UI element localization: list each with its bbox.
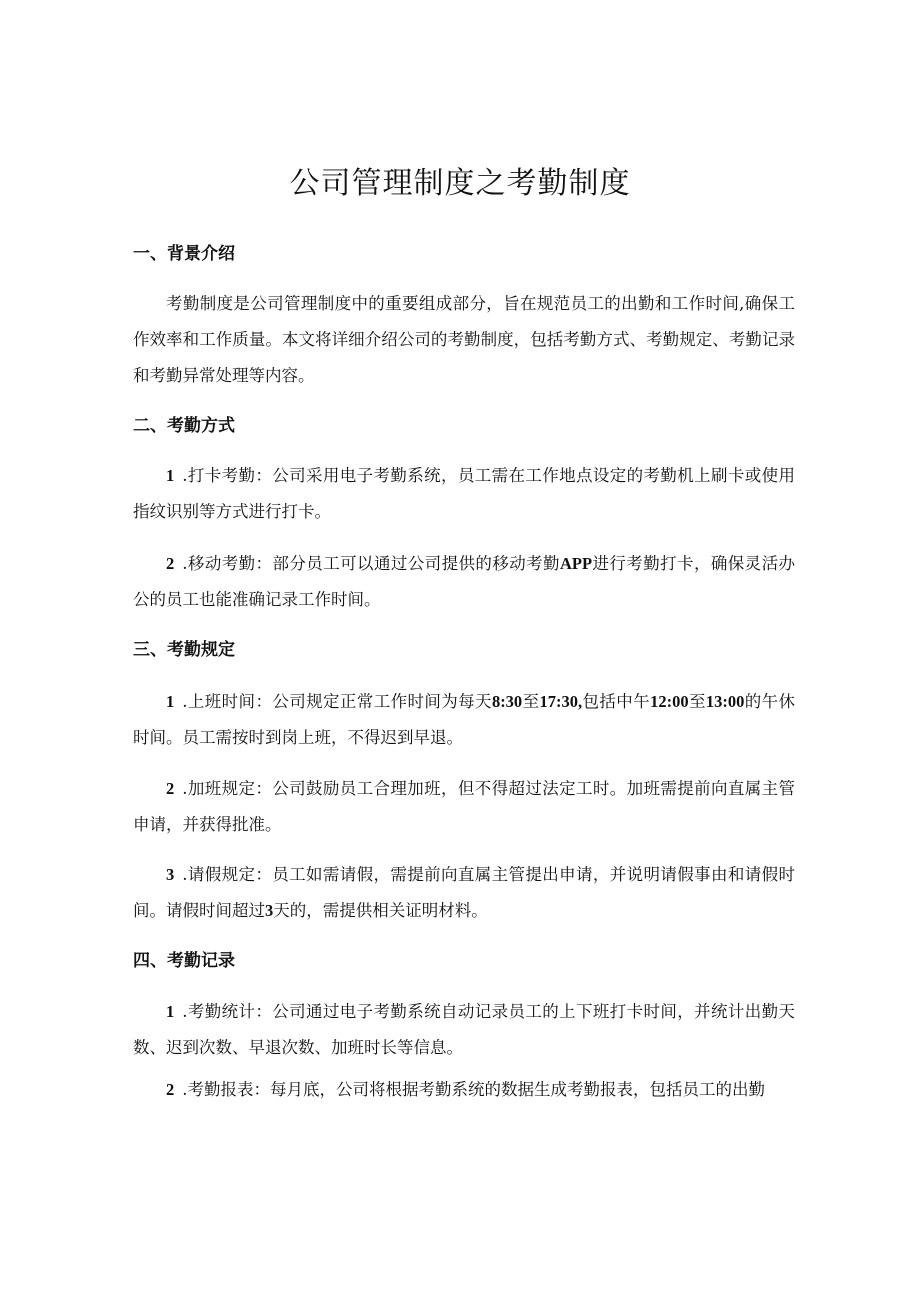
list-item (133, 857, 795, 929)
item-number: 2 (166, 779, 175, 798)
item-text: 天的，需提供相关证明材料。 (273, 901, 488, 920)
list-item (133, 546, 795, 618)
section-heading-attendance-records: 四、考勤记录 (133, 951, 235, 971)
day-count-value: 3 (265, 901, 274, 920)
item-text: .考勤报表：每月底，公司将根据考勤系统的数据生成考勤报表，包括员工的出勤 (182, 1080, 765, 1099)
time-value: 13:00 (705, 692, 745, 711)
section-heading-attendance-rules: 三、考勤规定 (133, 640, 235, 660)
background-paragraph: 考勤制度是公司管理制度中的重要组成部分，旨在规范员工的出勤和工作时间,确保工作效率和工作质量。本文将详细介绍公司的考勤制度，包括考勤方式、考勤规定、考勤记录和考勤异常处理等内容。 (133, 294, 795, 385)
item-text: .加班规定：公司鼓励员工合理加班，但不得超过法定工时。加班需提前向直属主管申请，并获得批准。 (133, 779, 795, 834)
item-number: 2 (166, 1080, 175, 1099)
list-item (133, 458, 795, 530)
item-number: 1 (166, 692, 175, 711)
list-item (133, 771, 795, 843)
item-text: 至 (688, 692, 706, 711)
item-text: 进行考勤打卡，确保灵活办公的员工也能准确记录工作时间。 (133, 554, 796, 609)
document-title: 公司管理制度之考勤制度 (289, 166, 631, 201)
item-text: 的午休时间。员工需按时到岗上班，不得迟到早退。 (133, 692, 796, 747)
time-value: 8:30 (491, 692, 523, 711)
item-text: 包括中午 (582, 692, 651, 711)
section-heading-background: 一、背景介绍 (133, 244, 235, 264)
item-text: .考勤统计：公司通过电子考勤系统自动记录员工的上下班打卡时间，并统计出勤天数、迟到次数、早退次数、加班时长等信息。 (133, 1002, 795, 1057)
list-item (133, 684, 795, 756)
item-number: 3 (166, 865, 175, 884)
item-text: .打卡考勤：公司采用电子考勤系统，员工需在工作地点设定的考勤机上刷卡或使用指纹识别等方式进行打卡。 (133, 466, 795, 521)
list-item (133, 1072, 795, 1108)
item-text: .请假规定：员工如需请假，需提前向直属主管提出申请，并说明请假事由和请假时间。请假时间超过 (133, 865, 795, 920)
item-text-app: APP (559, 554, 593, 573)
time-value: 17:30, (539, 692, 583, 711)
item-number: 1 (166, 1002, 175, 1021)
time-value: 12:00 (650, 692, 689, 711)
item-text: .上班时间：公司规定正常工作时间为每天 (182, 692, 492, 711)
item-text: .移动考勤：部分员工可以通过公司提供的移动考勤 (182, 554, 560, 573)
list-item (133, 994, 795, 1066)
item-number: 1 (166, 466, 175, 485)
item-number: 2 (166, 554, 175, 573)
section-heading-attendance-methods: 二、考勤方式 (133, 416, 235, 436)
item-text: 至 (522, 692, 540, 711)
